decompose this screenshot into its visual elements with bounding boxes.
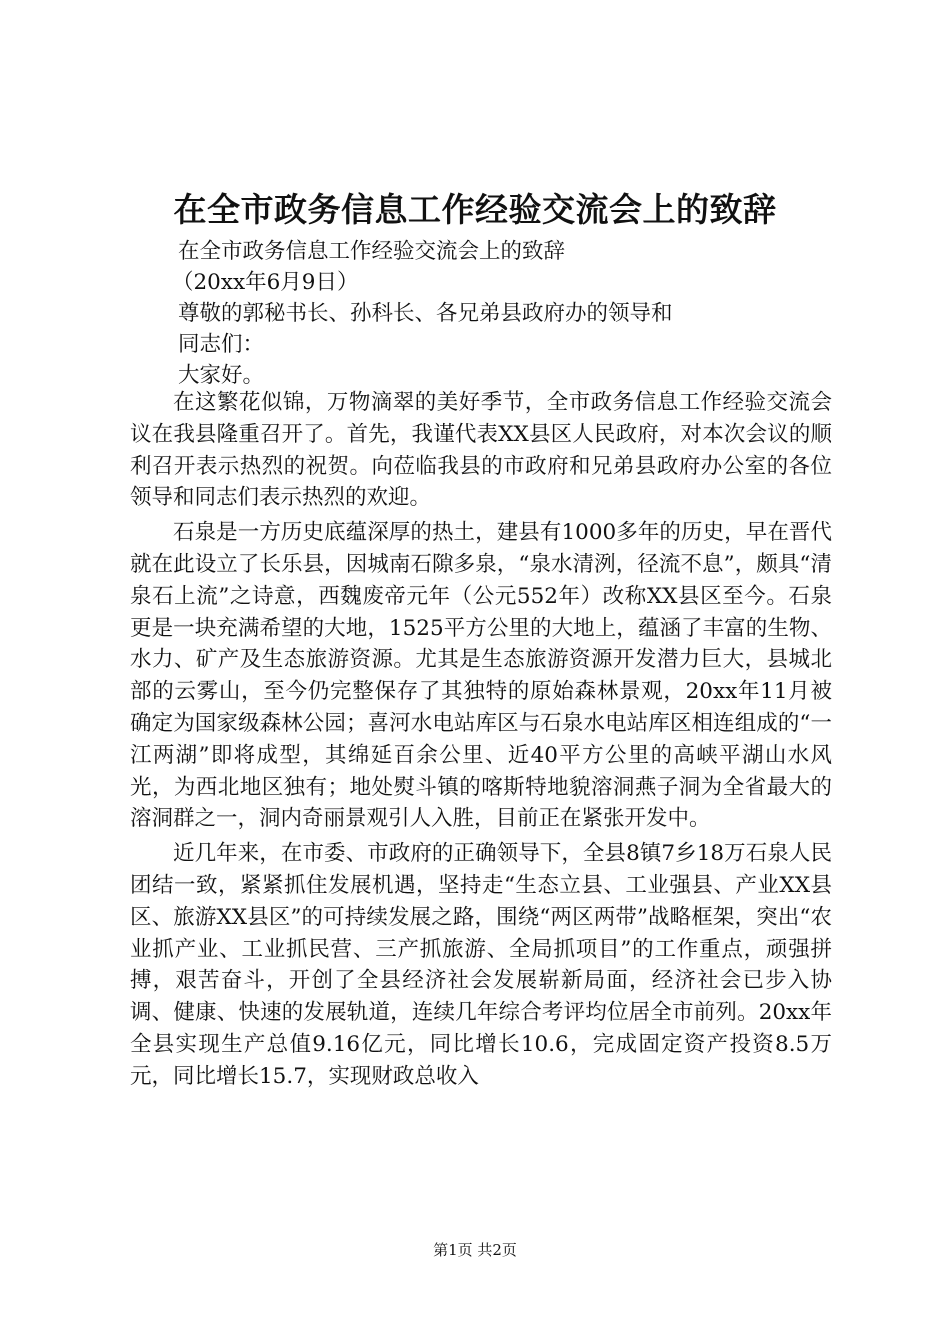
paragraph-development: 近几年来，在市委、市政府的正确领导下，全县8镇7乡18万石泉人民团结一致，紧紧抓住发展机遇，坚持走“生态立县、工业强县、产业XX县区、旅游XX县区”的可持续发展之路，围绕“两区两带”战略框架，突出“农业抓产业、工业抓民营、三产抓旅游、全局抓项目”的工作重点，顽强拼搏，艰苦奋斗，开创了全县经济社会发展崭新局面，经济社会已步入协调、健康、快速的发展轨道，连续几年综合考评均位居全市前列。20xx年全县实现生产总值9.16亿元，同比增长10.6，完成固定资产投资8.5万元，同比增长15.7，实现财政总收入 bbox=[130, 841, 832, 1089]
salutation-line-1: 尊敬的郭秘书长、孙科长、各兄弟县政府办的领导和 bbox=[178, 301, 673, 326]
page-indicator: 第1页 共2页 bbox=[433, 1241, 517, 1259]
body-text bbox=[130, 387, 832, 1096]
salutation-line-2: 同志们： bbox=[178, 332, 265, 357]
greeting: 大家好。 bbox=[178, 363, 265, 388]
document-subtitle: 在全市政务信息工作经验交流会上的致辞 bbox=[178, 239, 566, 264]
document-title: 在全市政务信息工作经验交流会上的致辞 bbox=[173, 190, 777, 229]
paragraph-history: 石泉是一方历史底蕴深厚的热土，建县有1000多年的历史，早在晋代就在此设立了长乐县，因城南石隙多泉，“泉水清洌，径流不息”，颇具“清泉石上流”之诗意，西魏废帝元年（公元552年）改称XX县区至今。石泉更是一块充满希望的大地，1525平方公里的大地上，蕴涵了丰富的生物、水力、矿产及生态旅游资源。尤其是生态旅游资源开发潜力巨大，县城北部的云雾山，至今仍完整保存了其独特的原始森林景观，20xx年11月被确定为国家级森林公园；喜河水电站库区与石泉水电站库区相连组成的“一江两湖”即将成型，其绵延百余公里、近40平方公里的高峡平湖山水风光，为西北地区独有；地处熨斗镇的喀斯特地貌溶洞燕子洞为全省最大的溶洞群之一，洞内奇丽景观引人入胜，目前正在紧张开发中。 bbox=[130, 520, 832, 832]
document-date: （20xx年6月9日） bbox=[172, 270, 359, 295]
paragraph-welcome: 在这繁花似锦，万物滴翠的美好季节，全市政务信息工作经验交流会议在我县隆重召开了。首先，我谨代表XX县区人民政府，对本次会议的顺利召开表示热烈的祝贺。向莅临我县的市政府和兄弟县政府办公室的各位领导和同志们表示热烈的欢迎。 bbox=[130, 390, 832, 511]
